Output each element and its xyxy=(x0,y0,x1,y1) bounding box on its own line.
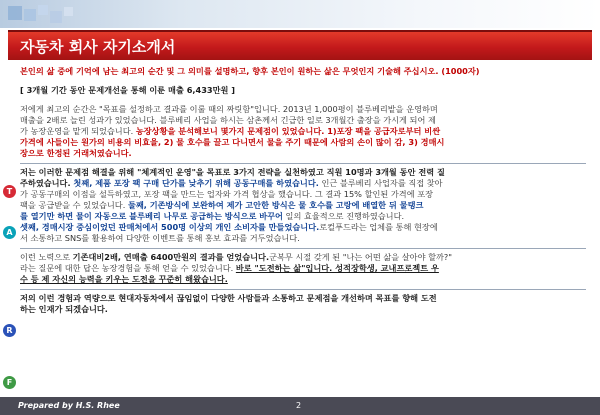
section-t-line: 매출을 2배로 늘린 성과가 있었습니다. 블루베리 사업을 하시는 삼촌께서 긴급한 일로 3개월간 출장을 가시게 되어 제 xyxy=(20,115,436,125)
section-a-line xyxy=(20,200,586,211)
section-a-line xyxy=(20,222,586,233)
section-t-line: 장으로 한정된 거래처였습니다. xyxy=(20,148,132,158)
section-divider xyxy=(20,289,586,290)
section-a-line: 저는 이러한 문제점 해결을 위해 "체계적인 운영"을 목표로 3가지 전략을 실천하였고 직원 10명과 3개월 동안 전력 질 xyxy=(20,167,445,177)
section-a-text: 주하였습니다. xyxy=(20,178,74,188)
badge-f: F xyxy=(3,376,16,389)
section-a-line: 가 공동구매의 이점을 설득하였고, 포장 팩을 만드는 업자와 가격 협상을 했습니다. 그 결과 15% 할인된 가격에 포장 xyxy=(20,189,434,199)
badge-a: A xyxy=(3,226,16,239)
section-a-highlight: 셋째, 경매시장 중심이었던 판매처에서 500명 이상의 개인 소비자를 만들었습니다. xyxy=(20,222,320,232)
section-a-text: 인근 블루베리 사업자를 직접 찾아 xyxy=(318,178,443,188)
section-r-highlight: 기존대비2배, 연매출 6400만원의 결과를 얻었습니다. xyxy=(72,252,270,262)
section-r-text: 라는 질문에 대한 답은 농장경험을 통해 얻을 수 있었습니다. xyxy=(20,263,236,273)
essay-subtitle: [ 3개월 기간 동안 문제개선을 통해 이룬 매출 6,433만원 ] xyxy=(20,85,236,95)
prepared-by: Prepared by H.S. Rhee xyxy=(18,401,120,410)
document-body xyxy=(20,66,586,315)
section-divider xyxy=(20,248,586,249)
section-f-line: 하는 인재가 되겠습니다. xyxy=(20,304,108,314)
section-r-text: 군복무 시절 갖게 된 "나는 어떤 삶을 살아야 할까?" xyxy=(269,252,453,262)
section-a-highlight: 를 열기만 하면 물이 자동으로 블루베리 나무로 공급하는 방식으로 바꾸어 xyxy=(20,211,283,221)
section-r-text: 이런 노력으로 xyxy=(20,252,73,262)
section-a-text: 로컬푸드라는 업체를 통해 현장에 xyxy=(319,222,438,232)
section-a-highlight: 첫째, 제품 포장 팩 구매 단가를 낮추기 위해 공동구매를 하였습니다. xyxy=(73,178,319,188)
decorative-cubes-graphic xyxy=(6,3,86,25)
section-a-line xyxy=(20,211,586,222)
section-t-line: 가격에 사들이는 원가의 비용의 비효율, 2) 물 호수를 끌고 다니면서 물을 주기 때문에 사람의 손이 많이 감, 3) 경매시 xyxy=(20,137,445,147)
section-r-line xyxy=(20,252,586,263)
section-r-highlight: 바로 "도전하는 삶"입니다. 성적장학생, 교내프로젝트 우 xyxy=(235,263,439,273)
section-t-line xyxy=(20,126,586,137)
badge-t: T xyxy=(3,185,16,198)
title-bar xyxy=(8,30,592,60)
page-number: 2 xyxy=(296,401,302,410)
badge-r: R xyxy=(3,324,16,337)
section-f-line: 저의 이런 경험과 역량으로 현대자동차에서 끊임없이 다양한 사람들과 소통하고 문제점을 개선하며 목표를 향해 도전 xyxy=(20,293,437,303)
essay-question: 본인의 삶 중에 기억에 남는 최고의 순간 및 그 의미를 설명하고, 향후 본인이 원하는 삶은 무엇인지 기술해 주십시오. (1000자) xyxy=(20,66,480,76)
footer-bar xyxy=(0,397,600,415)
section-r-line: 수 등 제 자신의 능력을 키우는 도전을 꾸준히 해왔습니다. xyxy=(20,274,228,284)
section-a-highlight: 둘째, 기존방식에 보완하여 제가 고안한 방식은 물 호수를 고랑에 배열한 뒤 물탱크 xyxy=(127,200,424,210)
section-f xyxy=(20,293,586,315)
section-a xyxy=(20,167,586,244)
top-banner xyxy=(0,0,600,28)
page-title: 자동차 회사 자기소개서 xyxy=(20,38,176,56)
section-divider xyxy=(20,163,586,164)
section-a-text: 팩을 공급받을 수 있었습니다. xyxy=(20,200,128,210)
section-t-highlight: 농장상황을 분석해보니 몇가지 문제점이 있었습니다. 1)포장 팩을 공급자로부터 비싼 xyxy=(135,126,441,136)
section-r xyxy=(20,252,586,285)
section-t xyxy=(20,104,586,159)
section-t-text: 가 농장운영을 맡게 되었습니다. xyxy=(20,126,136,136)
section-t-line: 저에게 최고의 순간은 "목표를 설정하고 결과를 이룰 때의 짜릿함"입니다. 2013년 1,000평이 블루베리밭을 운영하며 xyxy=(20,104,438,114)
section-r-line xyxy=(20,263,586,274)
section-a-text: 일의 효율적으로 진행하였습니다. xyxy=(282,211,405,221)
section-a-line xyxy=(20,178,586,189)
section-a-line: 서 소통하고 SNS를 활용하여 다양한 이벤트를 통해 홍보 효과를 거두었습니다. xyxy=(20,233,300,243)
